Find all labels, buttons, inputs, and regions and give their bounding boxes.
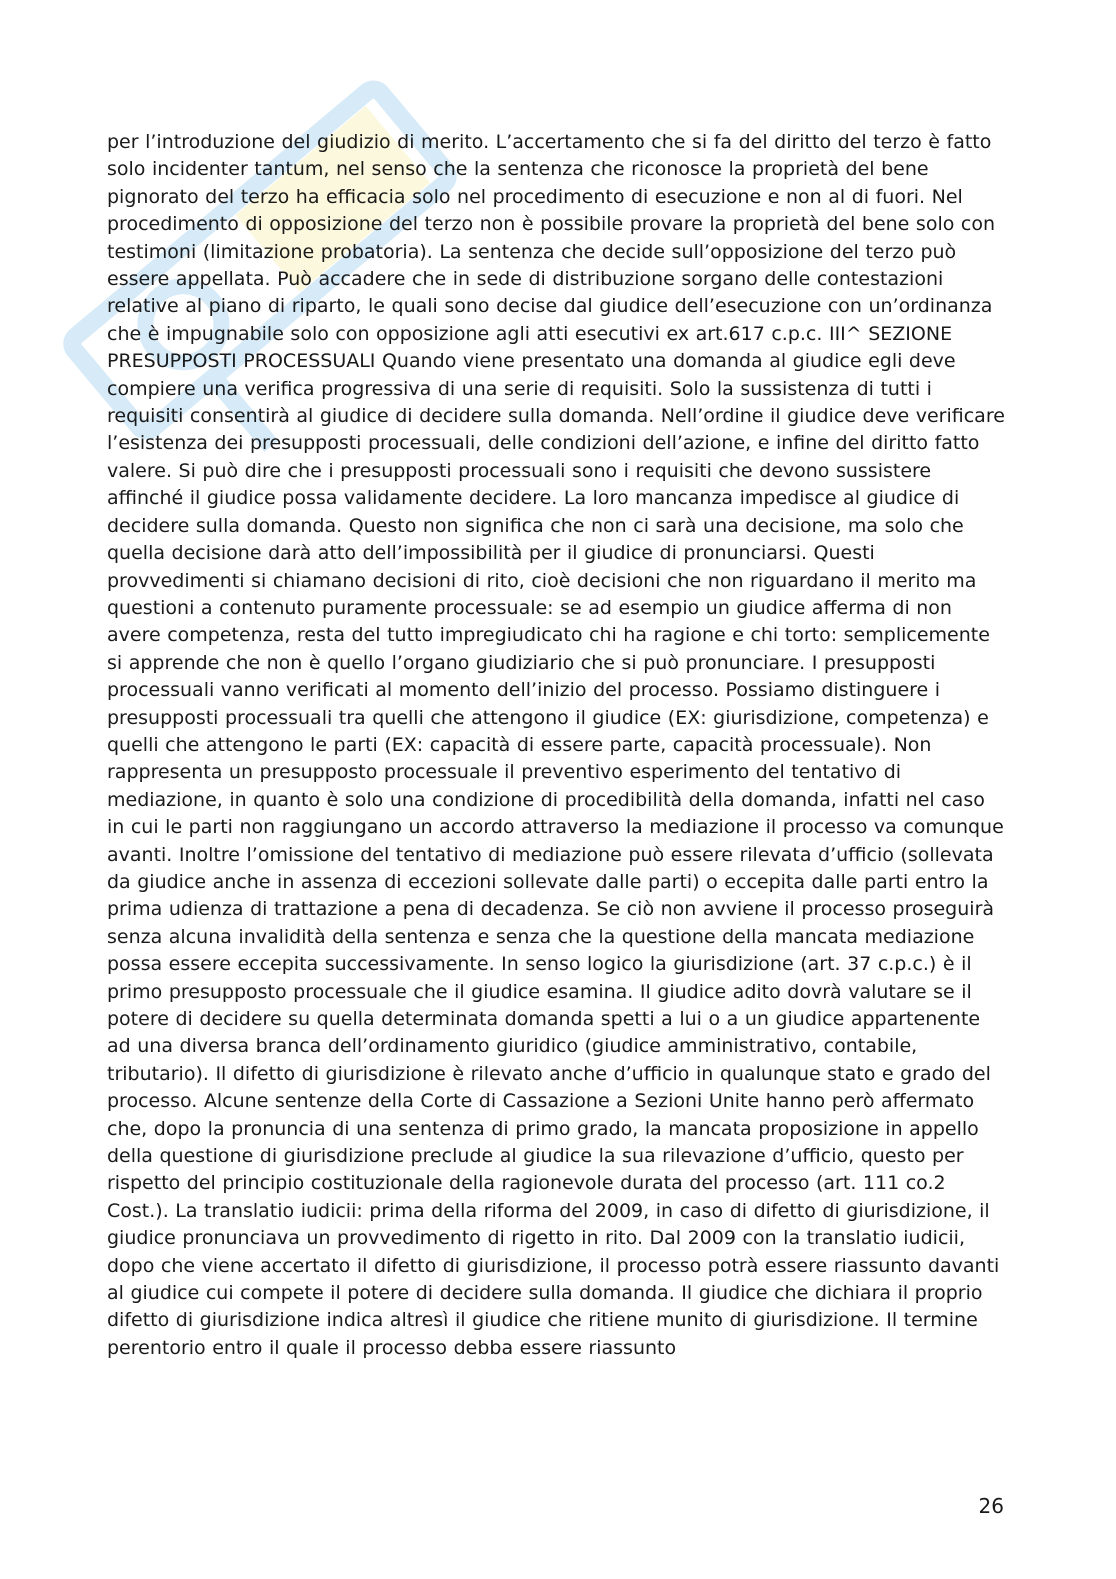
document-body-text: per l’introduzione del giudizio di merito. L’accertamento che si fa del diritto del terzo è fatto solo incidenter tantum, nel senso che la sentenza che riconosce la proprietà del bene pignorato del terzo ha efficacia solo nel procedimento di esecuzione e non al di fuori. Nel procedimento di opposizione del terzo non è possibile provare la proprietà del bene solo con testimoni (limitazione probatoria). La sentenza che decide sull’opposizione del terzo può essere appellata. Può accadere che in sede di distribuzione sorgano delle contestazioni relative al piano di riparto, le quali sono decise dal giudice dell’esecuzione con un’ordinanza che è impugnabile solo con opposizione agli atti esecutivi ex art.617 c.p.c. III^ SEZIONE PRESUPPOSTI PROCESSUALI Quando viene presentato una domanda al giudice egli deve compiere una verifica progressiva di una serie di requisiti. Solo la sussistenza di tutti i requisiti consentirà al giudice di decidere sulla domanda. Nell’ordine il giudice deve verificare l’esistenza dei presupposti processuali, delle condizioni dell’azione, e infine del diritto fatto valere. Si può dire che i presupposti processuali sono i requisiti che devono sussistere affinché il giudice possa validamente decidere. La loro mancanza impedisce al giudice di decidere sulla domanda. Questo non significa che non ci sarà una decisione, ma solo che quella decisione darà atto dell’impossibilità per il giudice di pronunciarsi. Questi provvedimenti si chiamano decisioni di rito, cioè decisioni che non riguardano il merito ma questioni a contenuto puramente processuale: se ad esempio un giudice afferma di non avere competenza, resta del tutto impregiudicato chi ha ragione e chi torto: semplicemente si apprende che non è quello l’organo giudiziario che si può pronunciare. I presupposti processuali vanno verificati al momento dell’inizio del processo. Possiamo distinguere i presupposti processuali tra quelli che attengono il giudice (EX: giurisdizione, competenza) e quelli che attengono le parti (EX: capacità di essere parte, capacità processuale). Non rappresenta un presupposto processuale il preventivo esperimento del tentativo di mediazione, in quanto è solo una condizione di procedibilità della domanda, infatti nel caso in cui le parti non raggiungano un accordo attraverso la mediazione il processo va comunque avanti. Inoltre l’omissione del tentativo di mediazione può essere rilevata d’ufficio (sollevata da giudice anche in assenza di eccezioni sollevate dalle parti) o eccepita dalle parti entro la prima udienza di trattazione a pena di decadenza. Se ciò non avviene il processo proseguirà senza alcuna invalidità della sentenza e senza che la questione della mancata mediazione possa essere eccepita successivamente. In senso logico la giurisdizione (art. 37 c.p.c.) è il primo presupposto processuale che il giudice esamina. Il giudice adito dovrà valutare se il potere di decidere su quella determinata domanda spetti a lui o a un giudice appartenente ad una diversa branca dell’ordinamento giuridico (giudice amministrativo, contabile, tributario). Il difetto di giurisdizione è rilevato anche d’ufficio in qualunque stato e grado del processo. Alcune sentenze della Corte di Cassazione a Sezioni Unite hanno però affermato che, dopo la pronuncia di una sentenza di primo grado, la mancata proposizione in appello della questione di giurisdizione preclude al giudice la sua rilevazione d’ufficio, questo per rispetto del principio costituzionale della ragionevole durata del processo (art. 111 co.2 Cost.). La translatio iudicii: prima della riforma del 2009, in caso di difetto di giurisdizione, il giudice pronunciava un provvedimento di rigetto in rito. Dal 2009 con la translatio iudicii, dopo che viene accertato il difetto di giurisdizione, il processo potrà essere riassunto davanti al giudice cui compete il potere di decidere sulla domanda. Il giudice che dichiara il proprio difetto di giurisdizione indica altresì il giudice che ritiene munito di giurisdizione. Il termine perentorio entro il quale il processo debba essere riassunto	[107, 131, 1005, 1359]
page-number: 26	[978, 1494, 1004, 1518]
